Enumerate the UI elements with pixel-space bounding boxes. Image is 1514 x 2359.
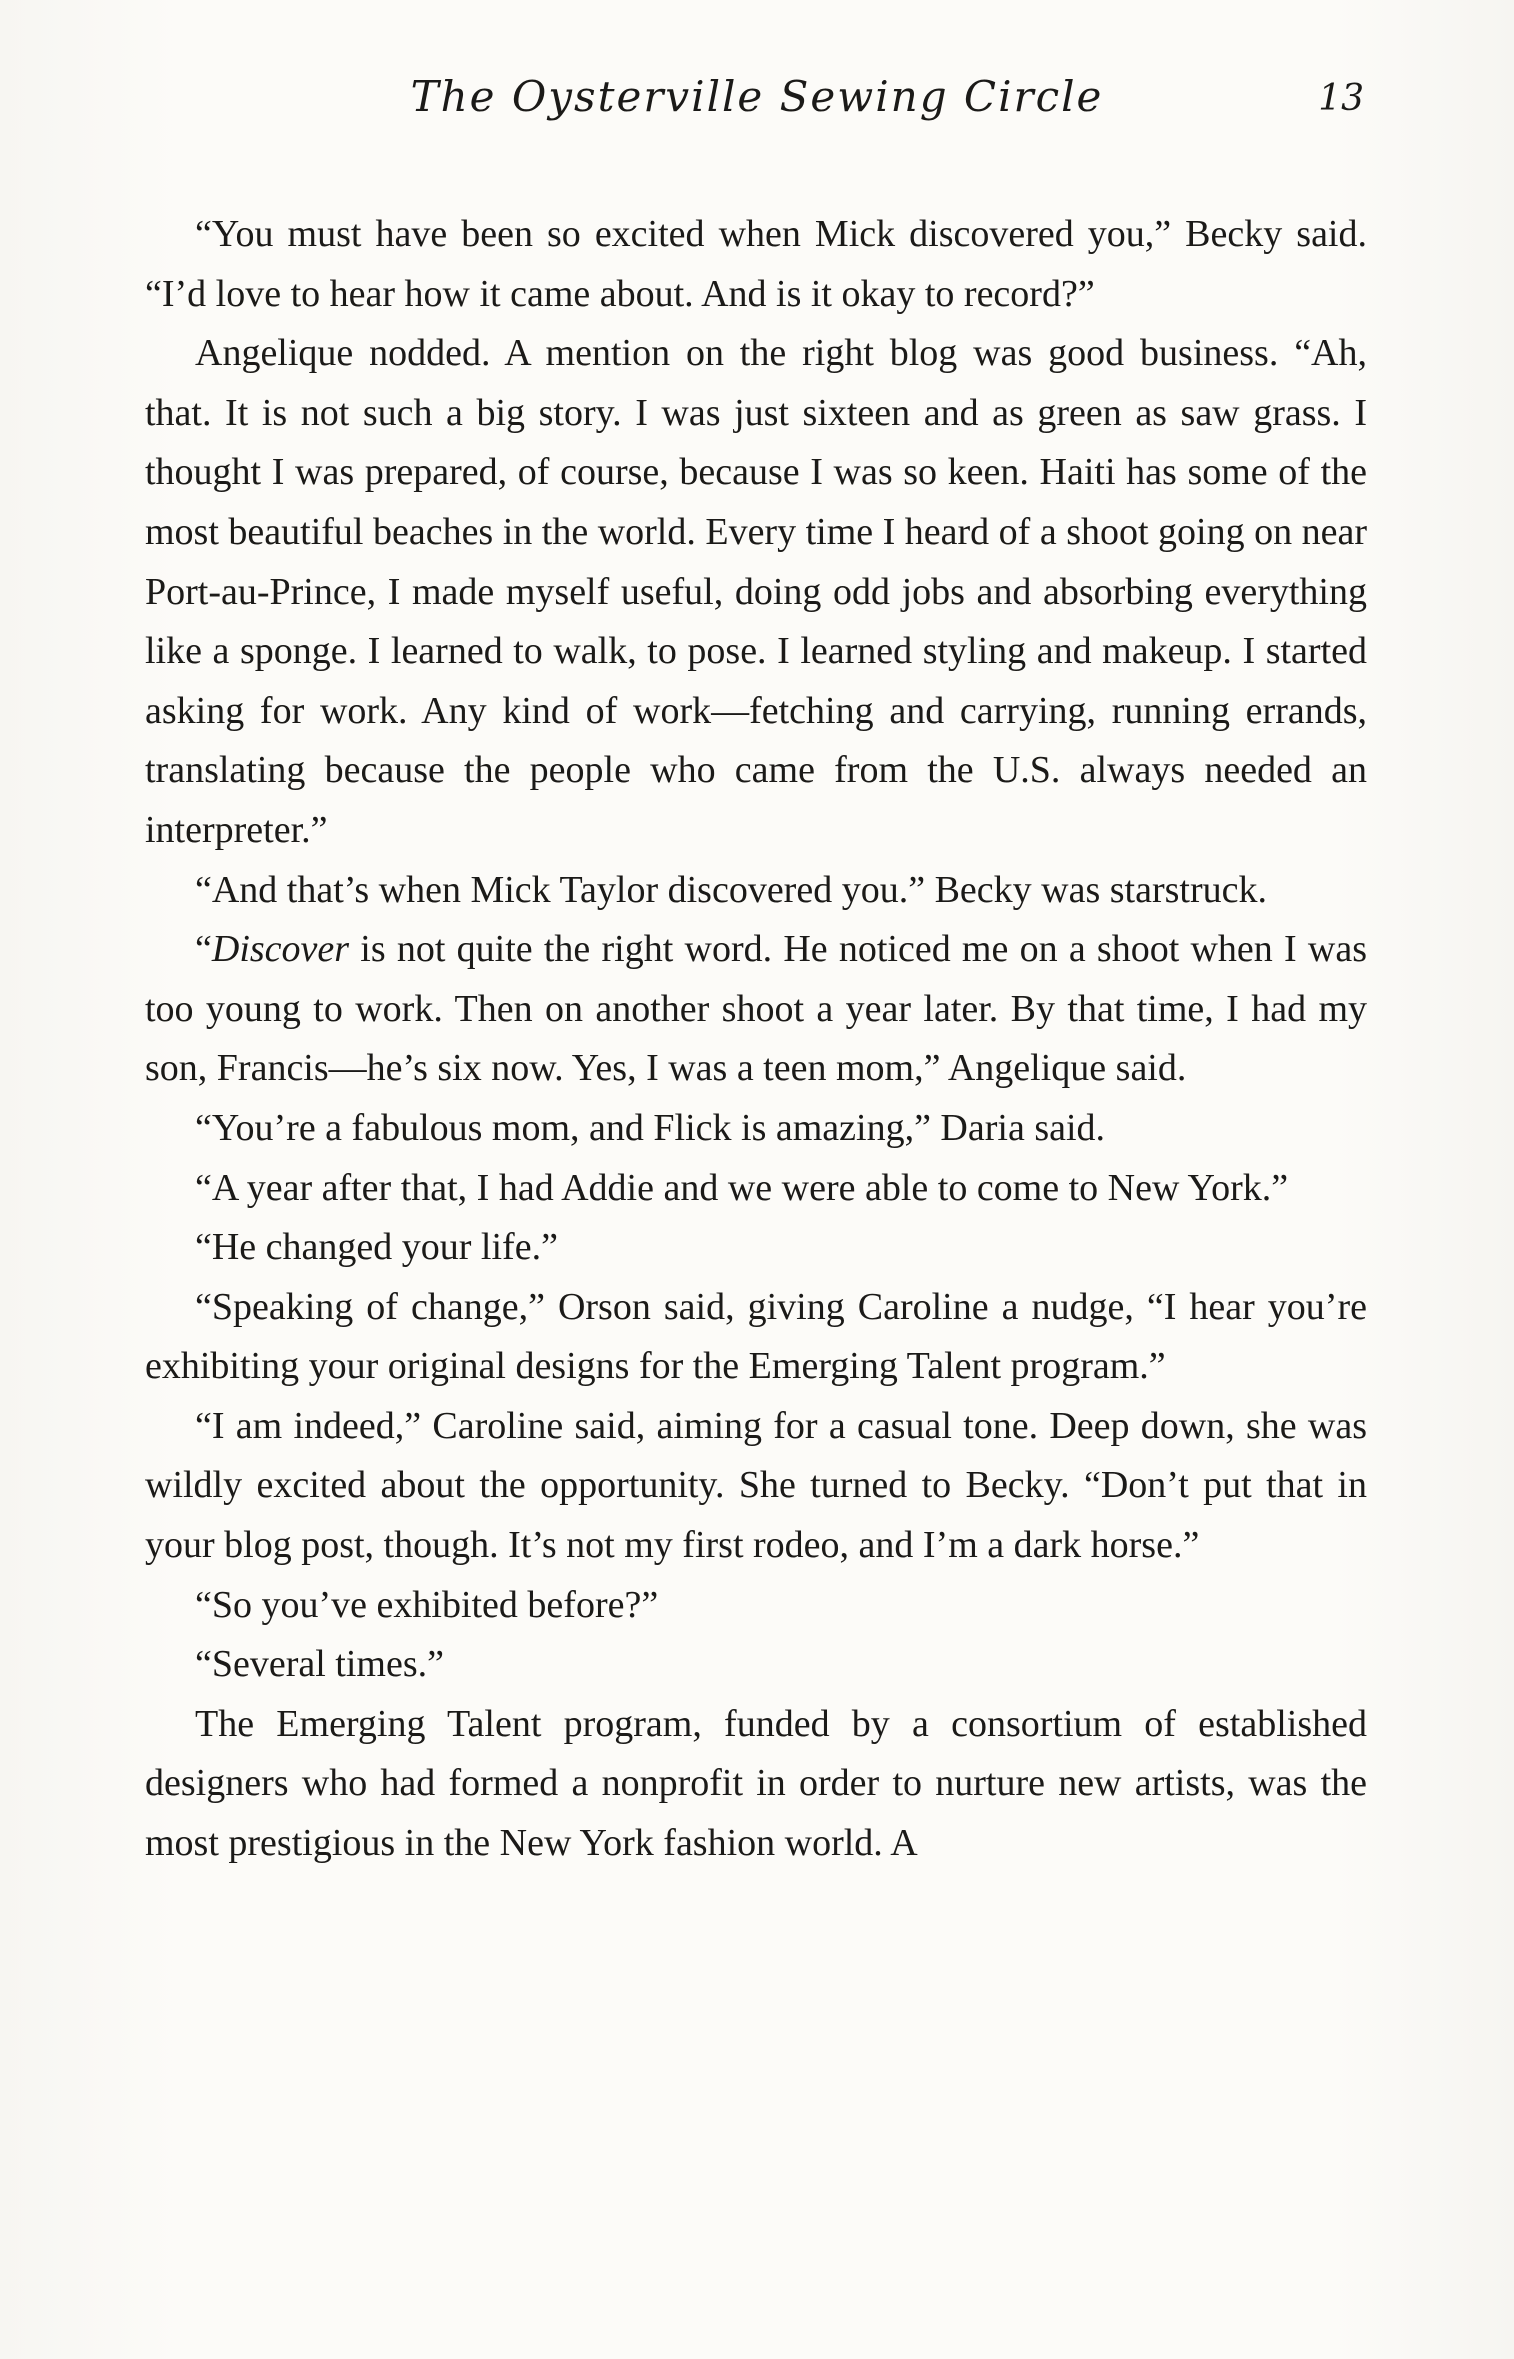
paragraph: “Speaking of change,” Orson said, giving Caroline a nudge, “I hear you’re exhibiting your original designs for the Emerging Talent program.” [145,1285,1367,1388]
page-number: 13 [1318,78,1364,119]
paragraph: “He changed your life.” [195,1226,558,1269]
paragraph: “And that’s when Mick Taylor discovered you.” Becky was starstruck. [195,868,1267,911]
paragraph: “I am indeed,” Caroline said, aiming for a casual tone. Deep down, she was wildly excited about the opportunity. She turned to Becky. “Don’t put that in your blog post, though. It’s not my first rodeo, and I’m a dark horse.” [145,1404,1367,1567]
paragraph: “Several times.” [195,1643,445,1686]
paragraph: The Emerging Talent program, funded by a consortium of established designers who had formed a nonprofit in order to nurture new artists, was the most prestigious in the New York fashion world. A [145,1702,1367,1865]
paragraph: “So you’ve exhibited before?” [195,1583,659,1626]
book-title: The Oysterville Sewing Circle [410,72,1104,121]
paragraph: “You’re a fabulous mom, and Flick is amazing,” Daria said. [195,1106,1106,1149]
paragraph: “You must have been so excited when Mick discovered you,” Becky said. “I’d love to hear how it came about. And is it okay to record?” [145,213,1367,315]
paragraph: Angelique nodded. A mention on the right blog was good business. “Ah, that. It is not such a big story. I was just sixteen and as green as saw grass. I thought I was prepared, of course, because I was so keen. Haiti has some of the most beautiful beaches in the world. Every time I heard of a shoot going on near Port-au-Prince, I made myself useful, doing odd jobs and absorbing everything like a sponge. I learned to walk, to pose. I learned styling and makeup. I started asking for work. Any kind of work—fetching and carrying, running errands, translating because the people who came from the U.S. always needed an interpreter.” [145,332,1367,851]
paragraph: “Discover is not quite the right word. He noticed me on a shoot when I was too young to work. Then on another shoot a year later. By that time, I had my son, Francis—he’s six now. Yes, I was a teen mom,” Angelique said. [145,928,1367,1090]
running-head [0,72,1514,132]
paragraph: “A year after that, I had Addie and we were able to come to New York.” [195,1166,1289,1209]
emphasized-word: Discover [211,928,350,971]
body-text [145,205,1367,1874]
